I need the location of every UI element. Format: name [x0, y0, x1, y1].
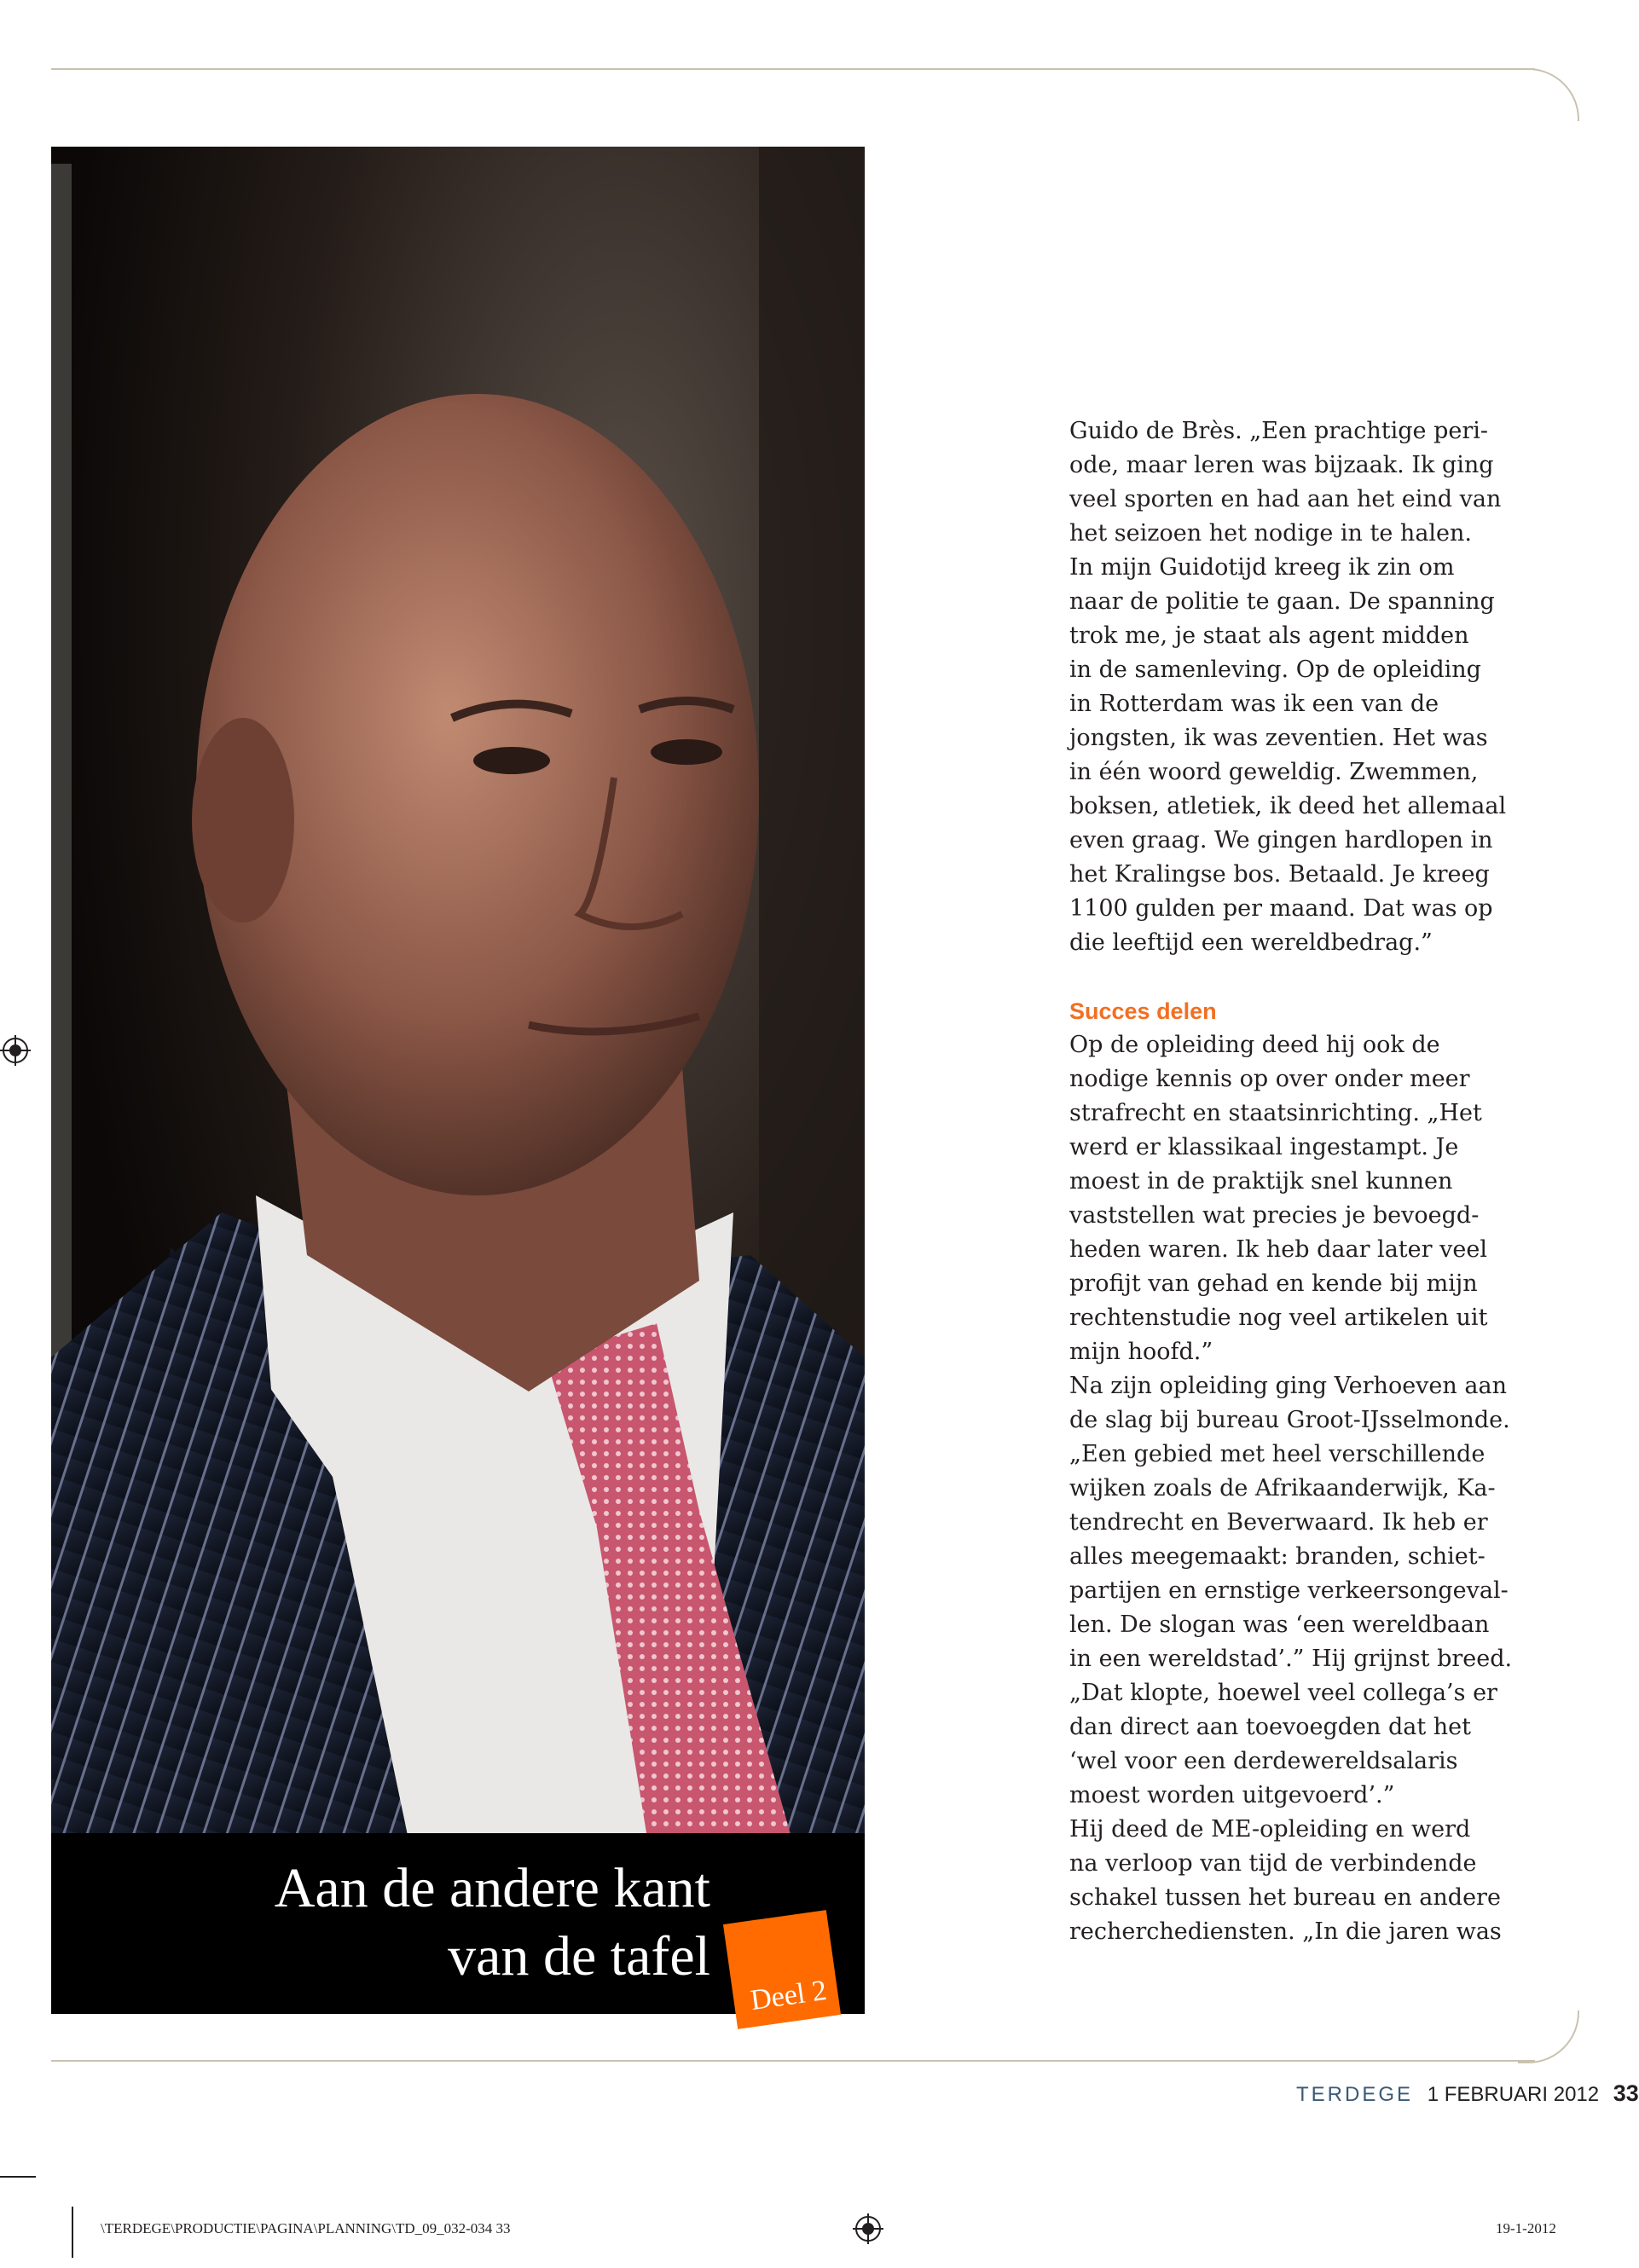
article-line: tendrecht en Beverwaard. Ik heb er	[1069, 1509, 1488, 1536]
article-paragraph-1	[1069, 414, 1581, 960]
page-trim-top	[51, 68, 1535, 70]
article-title-line-2: van de tafel	[448, 1925, 710, 1987]
article-line: Hij deed de ME-opleiding en werd	[1069, 1816, 1471, 1843]
article-line: even graag. We gingen hardlopen in	[1069, 827, 1493, 853]
registration-mark-icon	[853, 2213, 883, 2244]
article-line: vaststellen wat precies je bevoegd-	[1069, 1202, 1480, 1229]
article-line: heden waren. Ik heb daar later veel	[1069, 1236, 1487, 1263]
article-subhead: Succes delen	[1069, 998, 1217, 1024]
article-line: rechtenstudie nog veel artikelen uit	[1069, 1305, 1488, 1331]
article-line: in Rotterdam was ik een van de	[1069, 691, 1439, 717]
article-line: het Kralingse bos. Betaald. Je kreeg	[1069, 861, 1490, 888]
registration-mark-icon	[0, 1035, 31, 1066]
article-line: profijt van gehad en kende bij mijn	[1069, 1270, 1478, 1297]
article-line: moest worden uitgevoerd’.”	[1069, 1782, 1395, 1808]
article-line: Op de opleiding deed hij ook de	[1069, 1032, 1440, 1058]
article-line: het seizoen het nodige in te halen.	[1069, 520, 1472, 547]
page-trim-corner-bottom	[1518, 2011, 1579, 2063]
crop-mark-vertical	[72, 2207, 73, 2258]
article-line: moest in de praktijk snel kunnen	[1069, 1168, 1453, 1195]
page-trim-bottom	[51, 2060, 1535, 2062]
article-line: in een wereldstad’.” Hij grijnst breed.	[1069, 1646, 1513, 1672]
article-line: 1100 gulden per maand. Dat was op	[1069, 895, 1493, 922]
article-line: veel sporten en had aan het eind van	[1069, 486, 1502, 512]
article-paragraph-2	[1069, 1028, 1581, 1949]
article-line: jongsten, ik was zeventien. Het was	[1069, 725, 1488, 751]
slug-file-path: \TERDEGE\PRODUCTIE\PAGINA\PLANNING\TD_09_032-034 33	[101, 2220, 511, 2236]
article-line: recherchediensten. „In die jaren was	[1069, 1918, 1502, 1945]
crop-mark-horizontal	[0, 2176, 36, 2178]
article-line: trok me, je staat als agent midden	[1069, 622, 1469, 649]
article-line: „Dat klopte, hoewel veel collega’s er	[1069, 1680, 1497, 1706]
slug-print-date: 19-1-2012	[1496, 2220, 1556, 2236]
article-line: ode, maar leren was bijzaak. Ik ging	[1069, 452, 1494, 478]
article-line: wijken zoals de Afrikaanderwijk, Ka-	[1069, 1475, 1496, 1501]
page-trim-corner-top	[1518, 68, 1579, 121]
article-line: schakel tussen het bureau en andere	[1069, 1884, 1501, 1911]
article-line: strafrecht en staatsinrichting. „Het	[1069, 1100, 1482, 1126]
article-line: partijen en ernstige verkeersongeval-	[1069, 1577, 1509, 1604]
article-line: Guido de Brès. „Een prachtige peri-	[1069, 418, 1489, 444]
article-line: de slag bij bureau Groot-IJsselmonde.	[1069, 1407, 1510, 1433]
article-line: in één woord geweldig. Zwemmen,	[1069, 759, 1479, 785]
article-line: Na zijn opleiding ging Verhoeven aan	[1069, 1373, 1507, 1399]
page-footer	[1296, 2080, 1639, 2107]
article-line: ‘wel voor een derdewereldsalaris	[1069, 1748, 1458, 1774]
issue-date: 1 FEBRUARI 2012	[1427, 2083, 1600, 2106]
magazine-name: TERDEGE	[1296, 2083, 1414, 2106]
portrait-illustration	[51, 147, 865, 2014]
article-line: boksen, atletiek, ik deed het allemaal	[1069, 793, 1507, 819]
article-line: len. De slogan was ‘een wereldbaan	[1069, 1611, 1490, 1638]
series-badge-label: Deel 2	[748, 1974, 829, 2017]
article-line: nodige kennis op over onder meer	[1069, 1066, 1470, 1092]
page-number: 33	[1613, 2080, 1639, 2106]
article-line: alles meegemaakt: branden, schiet-	[1069, 1543, 1486, 1570]
article-line: „Een gebied met heel verschillende	[1069, 1441, 1486, 1467]
article-line: na verloop van tijd de verbindende	[1069, 1850, 1477, 1877]
article-line: dan direct aan toevoegden dat het	[1069, 1714, 1471, 1740]
article-line: In mijn Guidotijd kreeg ik zin om	[1069, 554, 1455, 581]
article-line: werd er klassikaal ingestampt. Je	[1069, 1134, 1459, 1160]
article-line: die leeftijd een wereldbedrag.”	[1069, 929, 1433, 956]
article-column	[1069, 414, 1581, 1949]
article-line: mijn hoofd.”	[1069, 1339, 1213, 1365]
portrait-photo	[51, 147, 865, 2014]
article-title-line-1: Aan de andere kant	[274, 1857, 710, 1919]
article-line: in de samenleving. Op de opleiding	[1069, 657, 1481, 683]
article-line: naar de politie te gaan. De spanning	[1069, 588, 1495, 615]
